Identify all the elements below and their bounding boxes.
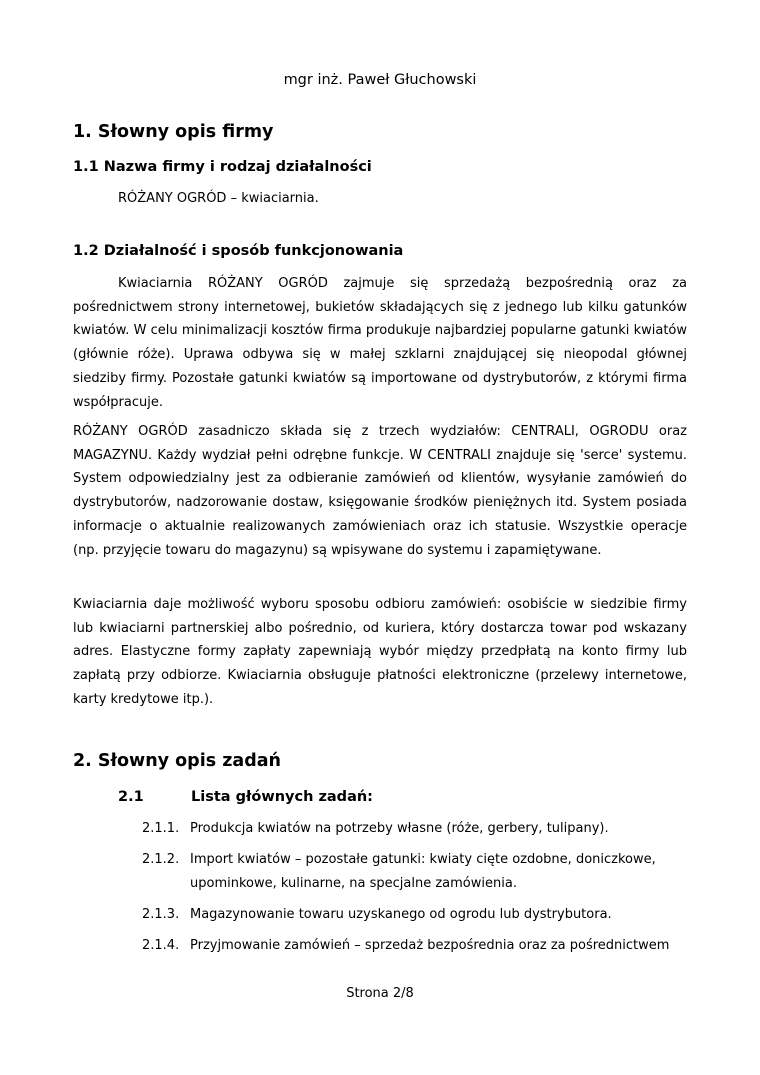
task-text: Import kwiatów – pozostałe gatunki: kwiaty cięte ozdobne, doniczkowe, upominkowe, kulinarne, na specjalne zamówienia. <box>190 852 656 891</box>
section-2-heading: 2. Słowny opis zadań <box>73 751 282 771</box>
paragraph-payments: Kwiaciarnia daje możliwość wyboru sposobu odbioru zamówień: osobiście w siedzibie firmy lub kwiaciarni partnerskiej albo pośrednio, od kuriera, który dostarcza towar pod wskazany adres. Elastyczne formy zapłaty zapewniają wybór między przedpłatą na konto firmy lub zapłatą przy odbiorze. Kwiaciarnia obsługuje płatności elektroniczne (przelewy internetowe, karty kredytowe itp.). <box>73 597 687 707</box>
task-item <box>142 817 688 841</box>
author-header: mgr inż. Paweł Głuchowski <box>283 72 477 88</box>
task-text: Przyjmowanie zamówień – sprzedaż bezpośrednia oraz za pośrednictwem <box>190 938 670 953</box>
page-number-footer: Strona 2/8 <box>346 986 414 1001</box>
section-1-1-heading: 1.1 Nazwa firmy i rodzaj działalności <box>73 159 372 175</box>
section-2-1-number: 2.1 <box>118 789 144 805</box>
task-item <box>142 903 688 927</box>
task-number: 2.1.2. <box>142 852 180 867</box>
company-name-line: RÓŻANY OGRÓD – kwiaciarnia. <box>118 191 319 206</box>
task-text: Produkcja kwiatów na potrzeby własne (róże, gerbery, tulipany). <box>190 821 609 836</box>
task-number: 2.1.3. <box>142 907 180 922</box>
task-item <box>142 934 688 958</box>
paragraph-activity: Kwiaciarnia RÓŻANY OGRÓD zajmuje się sprzedażą bezpośrednią oraz za pośrednictwem strony internetowej, bukietów składających się z jednego lub kilku gatunków kwiatów. W celu minimalizacji kosztów firma produkuje najbardziej popularne gatunki kwiatów (głównie róże). Uprawa odbywa się w małej szklarni znajdującej się nieopodal głównej siedziby firmy. Pozostałe gatunki kwiatów są importowane od dystrybutorów, z którymi firma współpracuje. <box>73 276 687 410</box>
task-text: Magazynowanie towaru uzyskanego od ogrodu lub dystrybutora. <box>190 907 612 922</box>
section-2-1-title: Lista głównych zadań: <box>191 789 373 805</box>
paragraph-departments: RÓŻANY OGRÓD zasadniczo składa się z trzech wydziałów: CENTRALI, OGRODU oraz MAGAZYNU. Każdy wydział pełni odrębne funkcje. W CENTRALI znajduje się 'serce' systemu. System odpowiedzialny jest za odbieranie zamówień od klientów, wysyłanie zamówień do dystrybutorów, nadzorowanie dostaw, księgowanie środków pieniężnych itd. System posiada informacje o aktualnie realizowanych zamówieniach oraz ich statusie. Wszystkie operacje (np. przyjęcie towaru do magazynu) są wpisywane do systemu i zapamiętywane. <box>73 424 687 558</box>
section-1-heading: 1. Słowny opis firmy <box>73 122 274 142</box>
section-2-1-heading <box>118 789 373 805</box>
task-item <box>142 848 688 896</box>
section-1-2-heading: 1.2 Działalność i sposób funkcjonowania <box>73 243 404 259</box>
task-number: 2.1.4. <box>142 938 180 953</box>
task-number: 2.1.1. <box>142 821 180 836</box>
